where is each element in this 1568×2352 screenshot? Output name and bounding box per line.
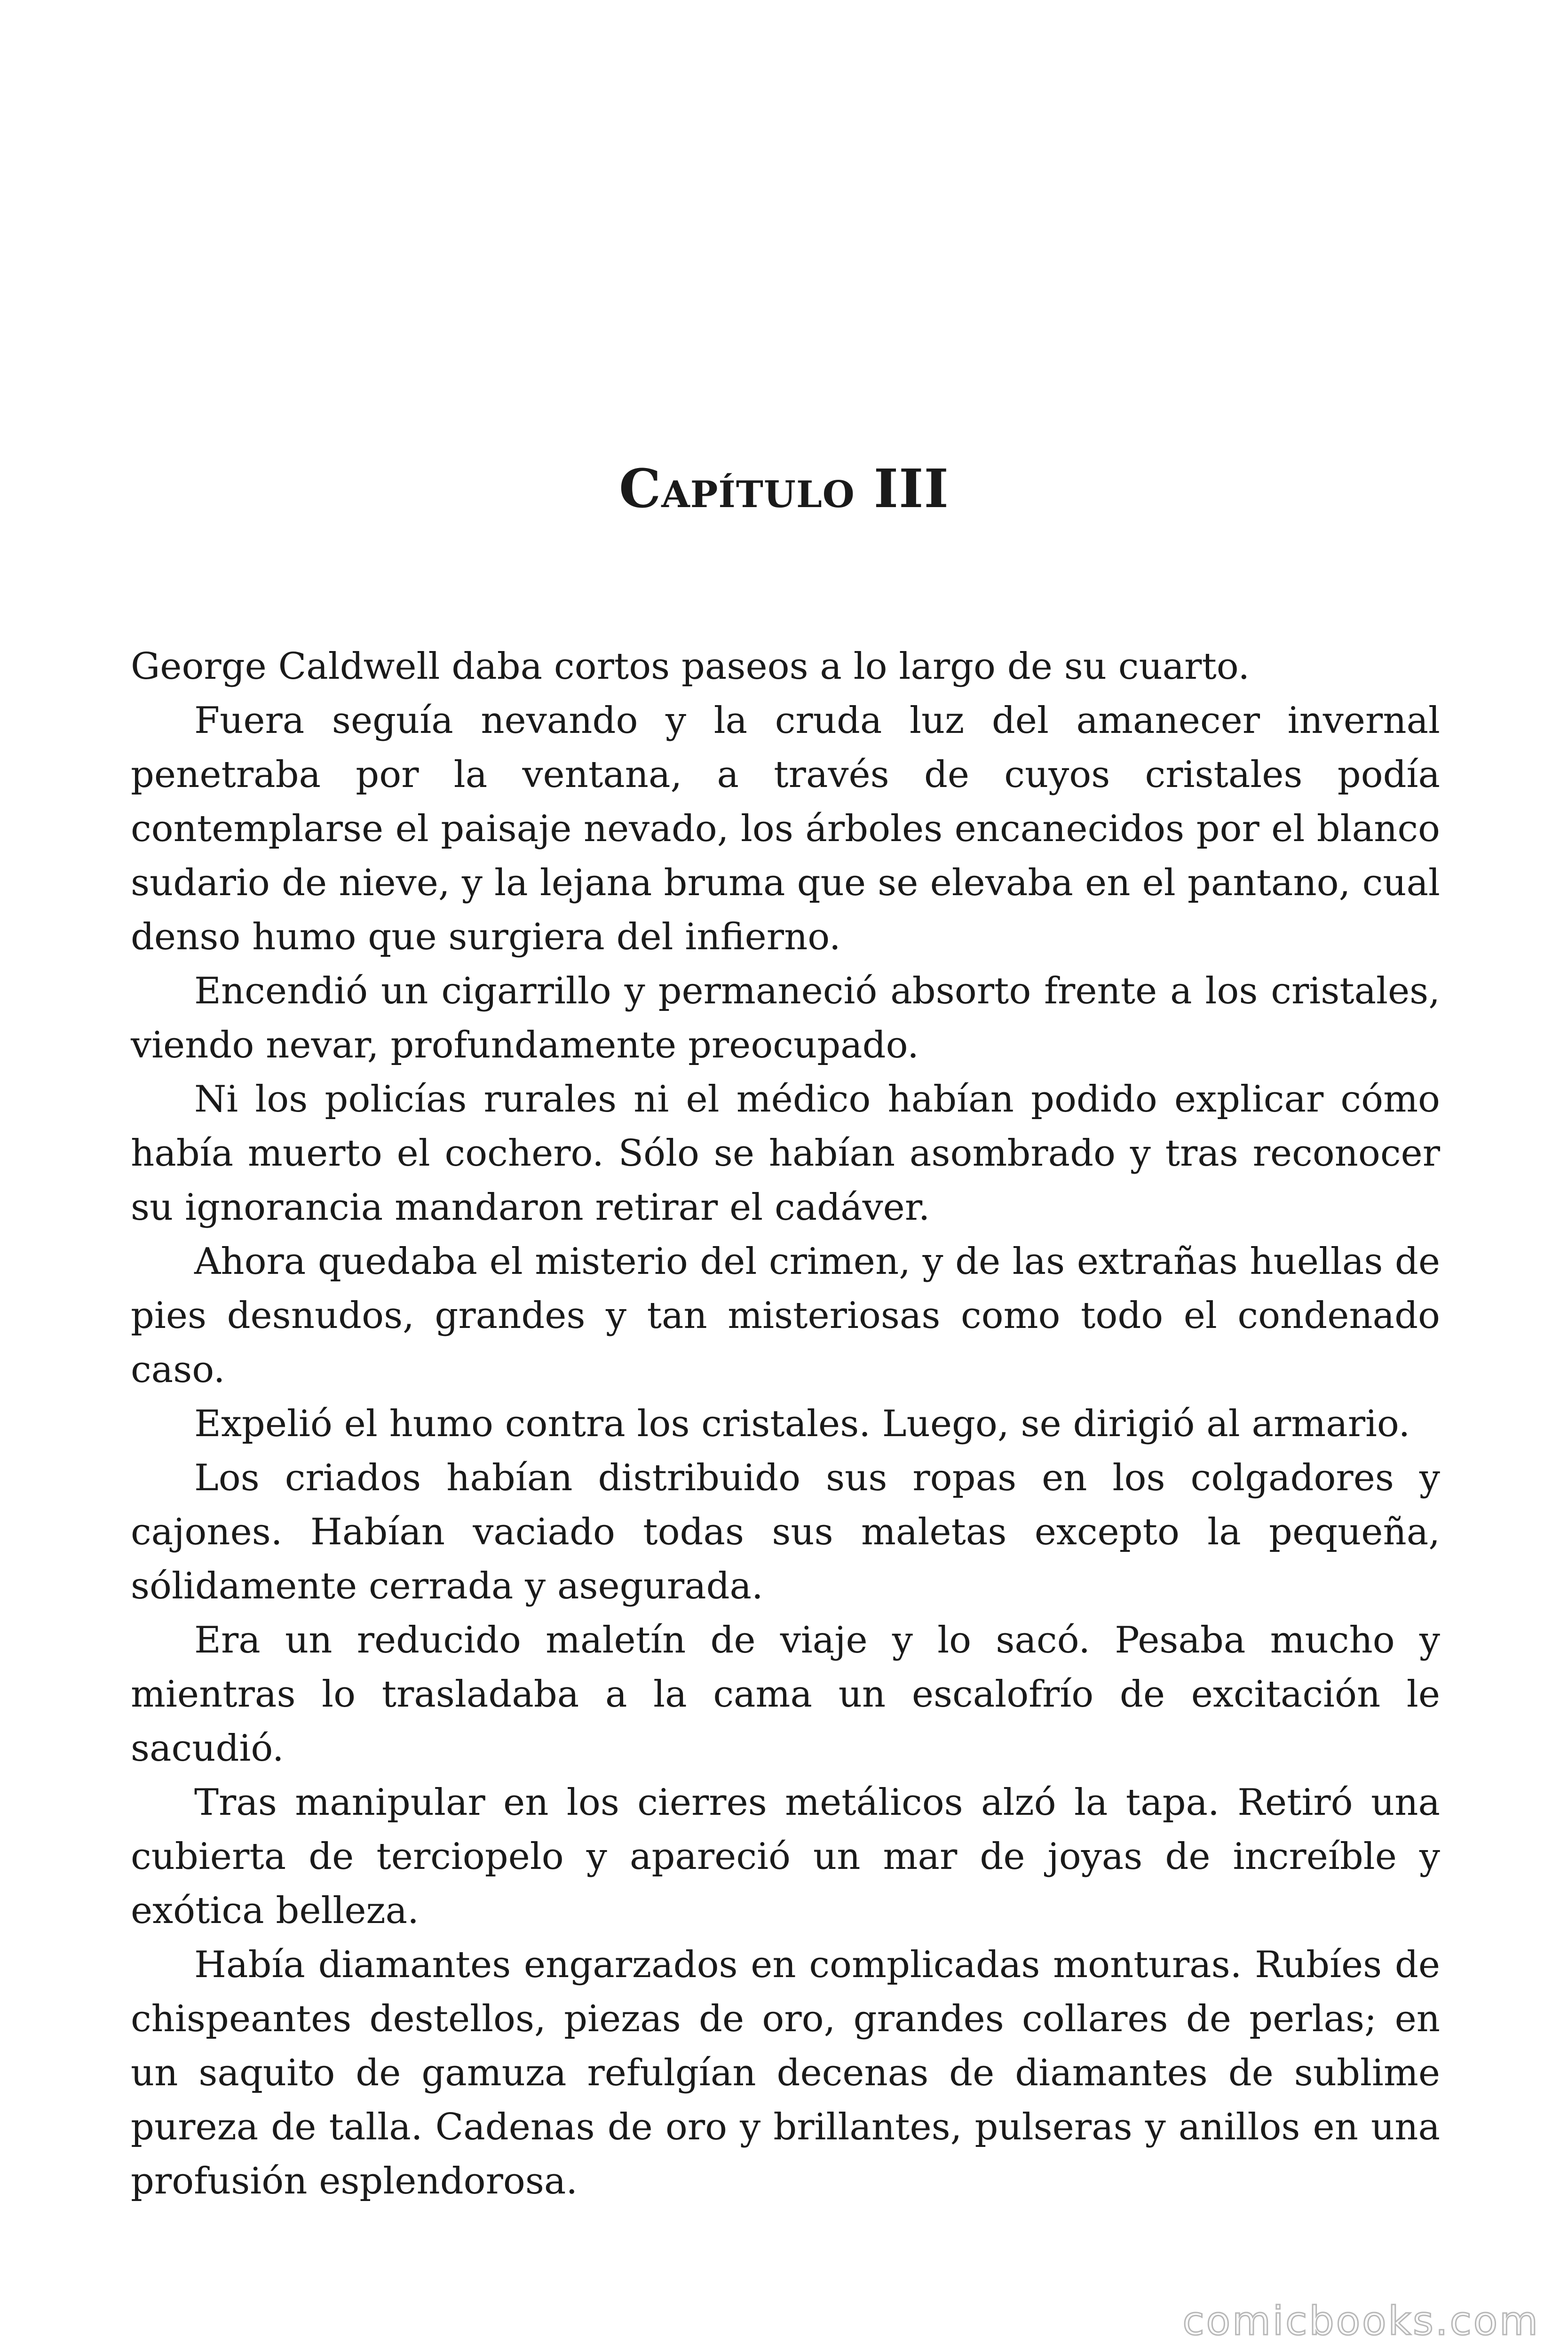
paragraph: Tras manipular en los cierres metálicos alzó la tapa. Retiró una cubierta de terciopelo y apareció un mar de joyas de increíble y exótica belleza. bbox=[131, 1781, 1440, 1932]
paragraph: Ni los policías rurales ni el médico habían podido explicar cómo había muerto el cochero. Sólo se habían asombrado y tras reconocer su ignorancia mandaron retirar el cadáver. bbox=[131, 1078, 1440, 1229]
chapter-title-text: Capítulo III bbox=[619, 458, 949, 520]
chapter-body bbox=[131, 640, 1440, 2209]
paragraph: Ahora quedaba el misterio del crimen, y de las extrañas huellas de pies desnudos, grandes y tan misteriosas como todo el condenado caso. bbox=[131, 1240, 1440, 1391]
paragraph: Había diamantes engarzados en complicadas monturas. Rubíes de chispeantes destellos, piezas de oro, grandes collares de perlas; en un saquito de gamuza refulgían decenas de diamantes de sublime pureza de talla. Cadenas de oro y brillantes, pulseras y anillos en una profusión esplendorosa. bbox=[131, 1944, 1440, 2202]
watermark: comicbooks.com bbox=[1182, 2298, 1540, 2344]
paragraph: George Caldwell daba cortos paseos a lo largo de su cuarto. bbox=[131, 645, 1250, 688]
paragraph: Fuera seguía nevando y la cruda luz del amanecer invernal penetraba por la ventana, a través de cuyos cristales podía contemplarse el paisaje nevado, los árboles encanecidos por el blanco sudario de nieve, y la lejana bruma que se elevaba en el pantano, cual denso humo que surgiera del infierno. bbox=[131, 699, 1440, 958]
chapter-title bbox=[0, 459, 1568, 520]
paragraph: Encendió un cigarrillo y permaneció absorto frente a los cristales, viendo nevar, profundamente preocupado. bbox=[131, 970, 1440, 1066]
paragraph: Era un reducido maletín de viaje y lo sacó. Pesaba mucho y mientras lo trasladaba a la cama un escalofrío de excitación le sacudió. bbox=[131, 1619, 1440, 1770]
paragraph: Expelió el humo contra los cristales. Luego, se dirigió al armario. bbox=[194, 1403, 1410, 1445]
paragraph: Los criados habían distribuido sus ropas en los colgadores y cajones. Habían vaciado todas sus maletas excepto la pequeña, sólidamente cerrada y asegurada. bbox=[131, 1457, 1440, 1607]
